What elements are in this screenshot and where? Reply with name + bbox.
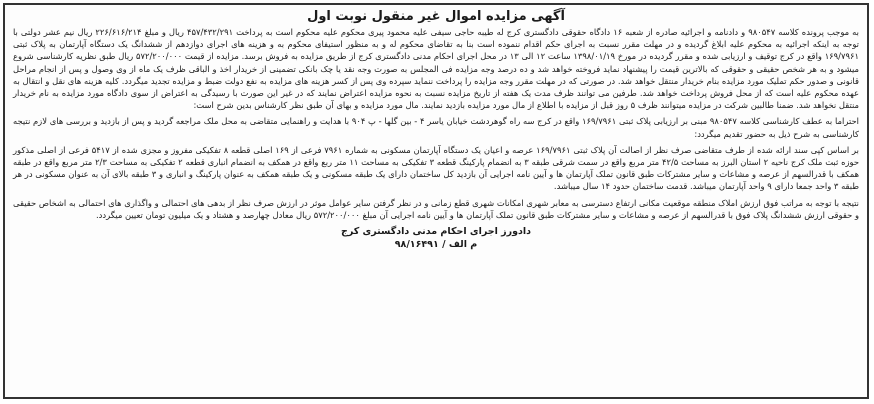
notice-code: م الف / ۹۸/۱۶۴۹۱ <box>394 239 478 251</box>
notice-frame <box>3 3 869 399</box>
notice-signature-block <box>5 225 867 251</box>
notice-signature: دادورز اجرای احکام مدنی دادگستری کرج <box>340 226 532 238</box>
notice-body <box>5 26 867 221</box>
notice-title: آگهی مزایده اموال غیر منقول نوبت اول <box>307 9 565 24</box>
notice-paragraph: احتراما به عطف کارشناسی کلاسه ۹۸۰۵۴۷ مبنی بر ارزیابی پلاک ثبتی ۱۶۹/۷۹۶۱ واقع در کرج سه راه گوهردشت خیابان یاسر ۴ - بین گلها - پ ۹۰۴ با هدایت و راهنمایی متقاضی به محل ملک مراجعه گردید و پس از بازدید و بررسی های لازم نتیجه کارشناسی به شرح ذیل به حضور تقدیم میگردد: <box>13 116 859 139</box>
notice-paragraph: بر اساس کپی سند ارائه شده از طرف متقاضی صرف نظر از اصالت آن پلاک ثبتی ۱۶۹/۷۹۶۱ عرصه و اعیان یک دستگاه آپارتمان مسکونی به شماره ۷۹۶۱ فرعی از ۱۶۹ اصلی قطعه ۸ تفکیکی مفروز و مجزی شده از ۵۴۱۷ فرعی از اصلی مذکور حوزه ثبت ملک کرج ناحیه ۲ استان البرز به مساحت ۴۲/۵ متر مربع واقع در سمت شرقی طبقه ۳ به انضمام پارکینگ قطعه ۳ تفکیکی به مساحت ۱۱ متر ربع واقع در همکف به انضمام انباری قطعه ۲ تفکیکی به مساحت ۲/۳ متر مربع واقع در طبقه همکف با قدرالسهم از عرصه و مشاعات و سایر مشترکات طبق قانون تملک آپارتمان ها و آیین نامه اجرایی آن بازدید کل ساختمان دارای یک طبقه مسکونی و یک طبقه همکف به عنوان پارکینگ و انباری و ۳ طبقه بالای آن به عنوان مسکونی در هر طبقه ۳ واحد جمعا دارای ۹ واحد آپارتمان میباشد. قدمت ساختمان حدود ۱۴ سال میباشد. <box>13 144 860 192</box>
notice-paragraph: نتیجه با توجه به مراتب فوق ارزش املاک منطقه موقعیت مکانی ارتفاع دسترسی به معابر شهری امکانات شهری قطع زمانی و در نظر گرفتن سایر عوامل موثر در ارزش صرف نظر از بدهی های احتمالی و واگذاری های احتمالی به اشخاص حقیقی و حقوقی ارزش ششدانگ پلاک فوق با قدرالسهم از عرصه و مشاعات و سایر مشترکات طبق قانون تملک آپارتمان ها و آیین نامه اجرایی آن مبلغ ۵۷۲/۲۰۰/۰۰۰ ریال معادل چهارصد و هشتاد و یک میلیون تومان تعیین میگردد. <box>13 197 859 220</box>
notice-paragraph: به موجب پرونده کلاسه ۹۸۰۵۴۷ و دادنامه و اجرائیه صادره از شعبه ۱۶ دادگاه حقوقی دادگستری کرج له طیبه حاجی سیفی علیه محمود پیری محکوم علیه محکوم است به پرداخت ۴۵۷/۴۳۲/۲۹۱ ریال و مبلغ ۲۲۶/۶۱۶/۲۱۴ ریال نیم عشر دولتی با توجه به اینکه اجرائیه به محکوم علیه ابلاغ گردیده و در مهلت مقرر نسبت به اجرای حکم اقدام ننموده است بنا به تقاضای محکوم له و به منظور استیفای محکوم به و هزینه های اجرای دوازدهم از ششدانگ یک دستگاه آپارتمان به پلاک ثبتی ۱۶۹/۷۹۶۱ واقع در کرج توقیف و ارزیابی شده و مقرر گردیده در مورخ ۱۳۹۸/۰۱/۱۹ ساعت ۱۲ الی ۱۳ در محل اجرای احکام مدنی دادگستری کرج از طریق مزایده به فروش برسد. مزایده از قیمت ۵۷۲/۲۰۰/۰۰۰ ریال طبق نظریه کارشناسی شروع میشود و به هر شخص حقیقی و حقوقی که بالاترین قیمت را پیشنهاد نماید فروخته خواهد شد و ده درصد وجه مزایده فی المجلس به صورت وجه نقد یا چک بانکی تضمینی از خریدار اخذ و الباقی ظرف یک ماه از وی وصول و پس از انجام مراحل قانونی و صدور حکم تملیک مورد مزایده بنام خریدار منتقل خواهد شد. در صورتی که در مهلت مقرر وجه مزایده را پرداخت ننماید سپرده وی پس از کسر هزینه های مزایده به نفع دولت ضبط و مزایده تجدید میگردد. کلیه هزینه های نقل و انتقال به عهده محکوم علیه است که از محل فروش پرداخت خواهد شد. طرفین می توانند ظرف مدت یک هفته از تاریخ مزایده نسبت به نحوه مزایده اعتراض نمایند که در غیر این صورت با رسیدگی به اعتراض از سوی دادگاه مورد مزایده به نام خریدار منتقل نخواهد شد. ضمنا طالبین شرکت در مزایده میتوانند ظرف ۵ روز قبل از مزایده با اطلاع از مال مورد مزایده بازدید نمایند. مال مورد مزایده و بهای آن طبق نظر کارشناس بدین شرح است: <box>13 27 860 111</box>
